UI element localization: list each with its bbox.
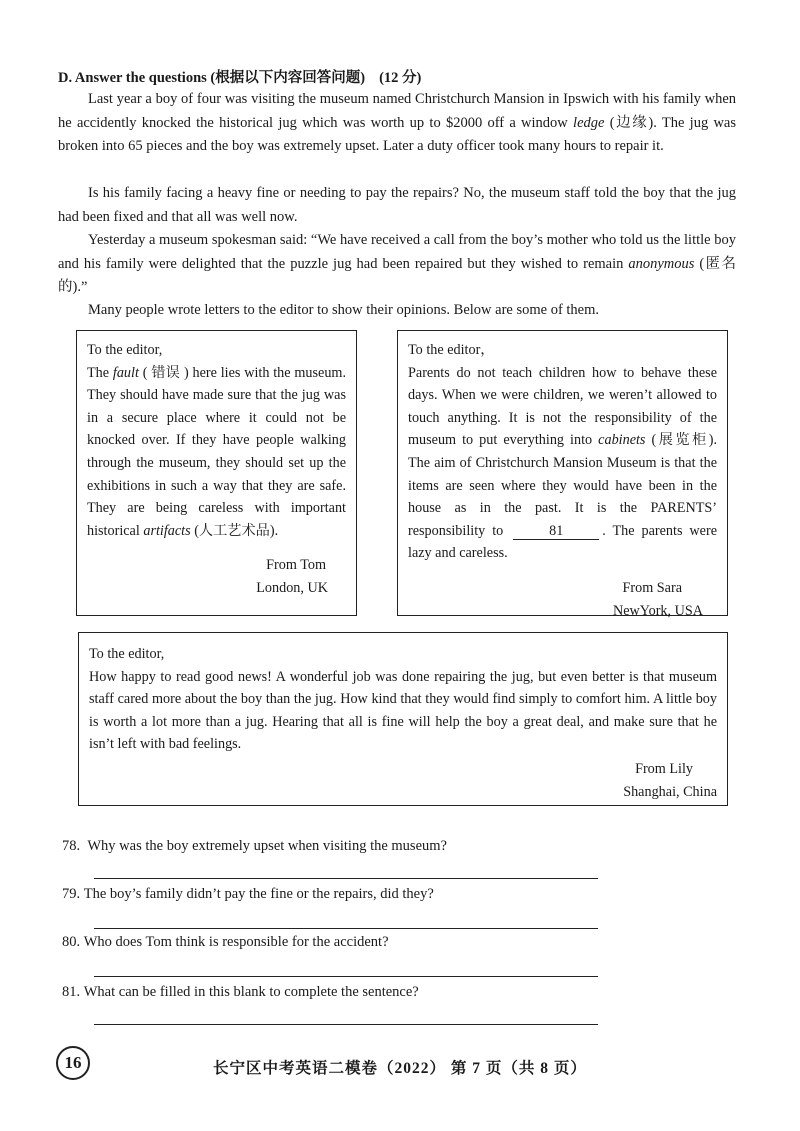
question-81 [62, 984, 419, 1001]
answer-line-79[interactable] [94, 928, 598, 929]
vocab-word: ledge [573, 114, 605, 131]
vocab-word: fault [112, 364, 139, 381]
answer-line-81[interactable] [94, 1024, 598, 1025]
passage-text: Yesterday a museum spokesman said: “We have received a call from the boy’s mother who told us the little boy and his family were delighted that the puzzle jug had been repaired but they wished to remain [58, 232, 736, 272]
passage-paragraph-4 [58, 299, 736, 323]
section-score: (12 分) [379, 70, 422, 86]
passage-paragraph-1 [58, 88, 736, 159]
letter-location: Shanghai, China [623, 783, 717, 800]
letter-body: How happy to read good news! A wonderful job was done repairing the jug, but even better is that museum staff cared more about the boy than the jug. How kind that they would find simply to comfort him. A little boy is worth a lot more than a jug. Hearing that all is fine will help the boy a great deal, and make sure that he isn’t left with bad feelings. [89, 668, 717, 753]
letter-location: London, UK [256, 579, 328, 596]
question-79 [62, 886, 434, 903]
passage-text: Last year a boy of four was visiting the museum named Christchurch Mansion in Ipswich with his family when he accidently knocked the historical jug which was worth up to $2000 off a window [58, 91, 736, 131]
page-badge: 16 [56, 1046, 90, 1080]
letter-greeting: To the editor, [89, 646, 165, 662]
question-text: The boy’s family didn’t pay the fine or the repairs, did they? [83, 886, 434, 902]
vocab-word: cabinets [598, 432, 646, 449]
question-80 [62, 934, 389, 951]
letter-lily [78, 632, 728, 806]
question-number: 78. [62, 838, 81, 854]
page-footer: 长宁区中考英语二模卷（2022） 第 7 页（共 8 页） [213, 1060, 587, 1077]
letter-signature: From Sara [622, 579, 682, 596]
passage-paragraph-3 [58, 229, 736, 300]
letter-location: NewYork, USA [612, 602, 703, 619]
letter-sara [397, 330, 728, 619]
letter-greeting: To the editor, [87, 342, 163, 358]
letter-body: Parents do not teach children how to behave these days. When we were children, we weren’t allowed to touch anything. It is not the responsibility of the museum to put everything into cabinets (展览柜). The aim of Christchurch Mansion Museum is that the items are seen where they would have been in the house as in the past. It is the PARENTS’ responsibility to 81 . The parents were lazy and careless. [408, 364, 718, 562]
vocab-word: artifacts [143, 522, 191, 539]
letter-signature: From Lily [635, 760, 693, 777]
letter-body: The fault ( 错误 ) here lies with the museum. They should have made sure that the jug was in a secure place where it could not be knocked over. If they have people walking through the museum, they should set up the exhibitions in such a way that they are safe. They are being careless with important historical artifacts (人工艺术品). [87, 364, 346, 539]
answer-blank-81[interactable]: 81 [513, 523, 599, 540]
answer-line-78[interactable] [94, 878, 598, 879]
vocab-word: anonymous [628, 255, 695, 272]
section-title: D. Answer the questions (根据以下内容回答问题) [58, 70, 366, 86]
letter-tom [76, 330, 357, 616]
question-number: 79. [62, 886, 81, 902]
passage-text: Many people wrote letters to the editor to show their opinions. Below are some of them. [88, 302, 600, 318]
question-number: 80. [62, 934, 81, 950]
vocab-gloss: (边缘). The jug was broken into 65 pieces and the boy was extremely upset. Later a duty officer took many hours to repair it. [58, 114, 736, 154]
passage-text: Is his family facing a heavy fine or needing to pay the repairs? No, the museum staff told the boy that the jug had been fixed and that all was well now. [58, 185, 736, 225]
letter-signature: From Tom [266, 557, 326, 574]
vocab-gloss: (匿名的).” [58, 255, 736, 295]
letter-greeting: To the editor， [408, 342, 495, 358]
passage-paragraph-2 [58, 182, 736, 229]
question-text: Why was the boy extremely upset when visiting the museum? [87, 838, 447, 854]
answer-line-80[interactable] [94, 976, 598, 977]
question-78 [62, 838, 447, 855]
section-heading [58, 66, 421, 87]
question-text: What can be filled in this blank to complete the sentence? [83, 984, 419, 1000]
question-number: 81. [62, 984, 81, 1000]
question-text: Who does Tom think is responsible for the accident? [83, 934, 389, 950]
